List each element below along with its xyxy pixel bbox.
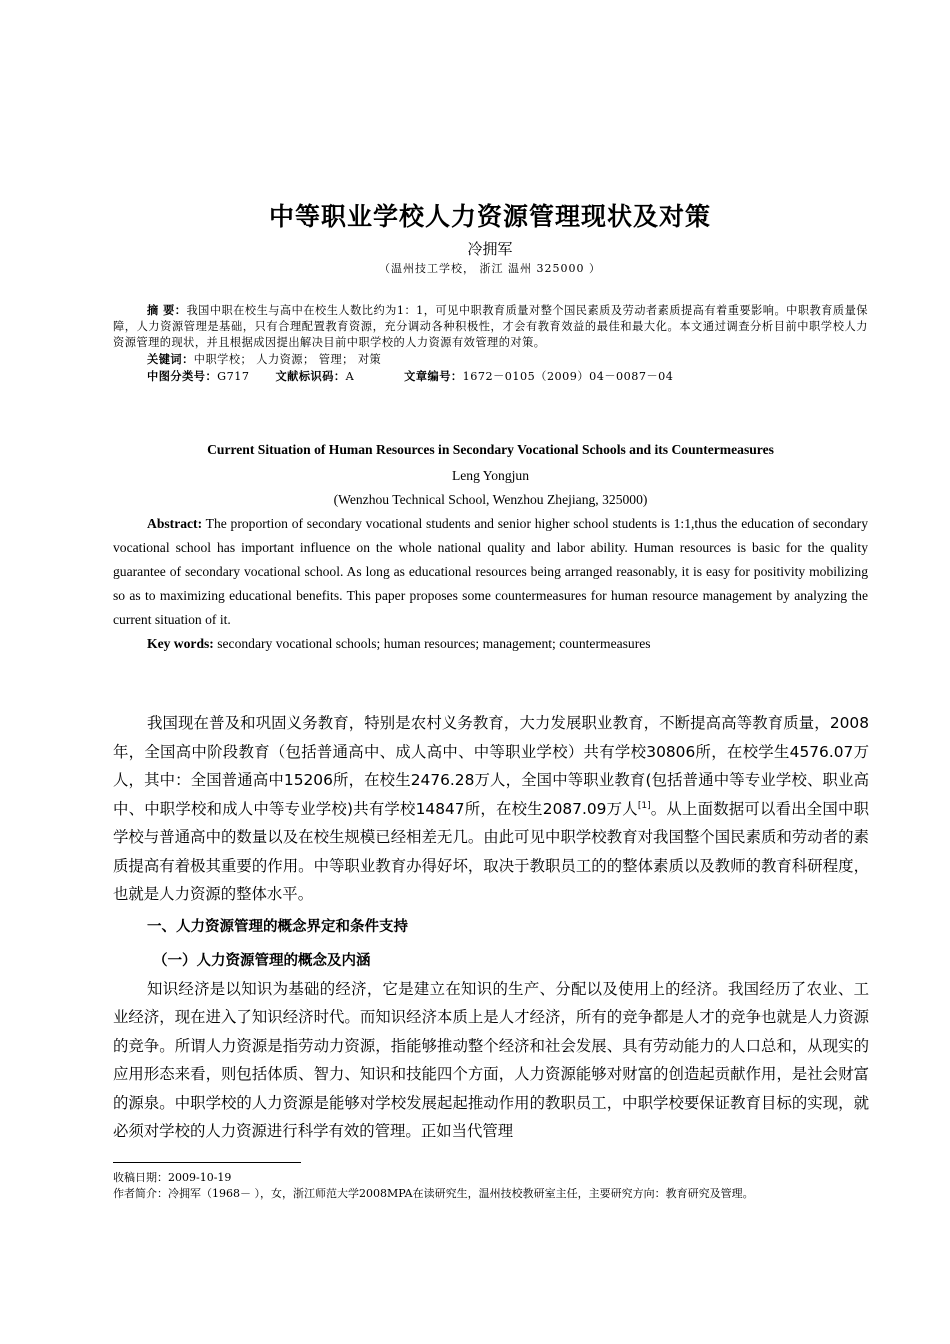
chinese-author: 冷拥军 bbox=[467, 240, 513, 258]
article-no-value: 1672－0105（2009）04－0087－04 bbox=[462, 370, 674, 383]
english-block bbox=[113, 440, 868, 656]
chinese-affiliation: （温州技工学校， 浙江 温州 325000 ） bbox=[379, 262, 601, 275]
english-keywords-label: Key words: bbox=[147, 636, 214, 651]
doc-code-label: 文献标识码： bbox=[275, 370, 346, 383]
citation-ref: [1] bbox=[637, 800, 651, 811]
chinese-title: 中等职业学校人力资源管理现状及对策 bbox=[268, 202, 711, 231]
abstract-label: 摘 要： bbox=[147, 304, 187, 317]
footnotes bbox=[113, 1170, 869, 1202]
classification-line bbox=[113, 368, 868, 385]
keywords-label: 关键词： bbox=[147, 353, 194, 366]
english-abstract-text: The proportion of secondary vocational students and senior higher school students is 1:1,thus the education of secondary vocational school has important influence on the whole national quality and labor ability. Human resources is basic for the quality guarantee of secondary vocational school. As long as educational resources being arranged reasonably, it is easy for positivity mobilizing so as to maximizing educational benefits. This paper proposes some countermeasures for human resource management by analyzing the current situation of it. bbox=[113, 516, 868, 627]
footnote-rule bbox=[113, 1162, 301, 1163]
section-heading: 一、人力资源管理的概念界定和条件支持 bbox=[147, 918, 408, 935]
body-paragraph: 知识经济是以知识为基础的经济，它是建立在知识的生产、分配以及使用上的经济。我国经历了农业、工业经济，现在进入了知识经济时代。而知识经济本质上是人才经济，所有的竞争都是人才的竞争也就是人力资源的竞争。所谓人力资源是指劳动力资源，指能够推动整个经济和社会发展、具有劳动能力的人口总和，从现实的应用形态来看，则包括体质、智力、知识和技能四个方面，人力资源能够对财富的创造起贡献作用，是社会财富的源泉。中职学校的人力资源是能够对学校发展起起推动作用的教职员工，中职学校要保证教育目标的实现，就必须对学校的人力资源进行科学有效的管理。正如当代管理 bbox=[113, 979, 869, 1140]
clc-value: G717 bbox=[217, 370, 250, 383]
article-no-label: 文章编号： bbox=[404, 370, 463, 383]
chinese-keywords bbox=[113, 351, 868, 368]
author-bio: 作者简介：冷拥军（1968－ ），女，浙江师范大学2008MPA在读研究生，温州技校教研室主任，主要研究方向：教育研究及管理。 bbox=[113, 1187, 754, 1200]
chinese-abstract-block bbox=[113, 303, 868, 385]
english-author: Leng Yongjun bbox=[451, 468, 530, 483]
intro-paragraph: 我国现在普及和巩固义务教育，特别是农村义务教育，大力发展职业教育，不断提高高等教育质量，2008年，全国高中阶段教育（包括普通高中、成人高中、中等职业学校）共有学校30806所，在校学生4576.07万人，其中：全国普通高中15206所，在校生2476.28万人，全国中等职业教育(包括普通中等专业学校、职业高中、中职学校和成人中等专业学校)共有学校14847所，在校生2087.09万人[1]。从上面数据可以看出全国中职学校与普通高中的数量以及在校生规模已经相差无几。由此可见中职学校教育对我国整个国民素质和劳动者的素质提高有着极其重要的作用。中等职业教育办得好坏，取决于教职员工的的整体素质以及教师的教育科研程度，也就是人力资源的整体水平。 bbox=[113, 714, 869, 903]
english-abstract bbox=[113, 512, 868, 632]
english-keywords-text: secondary vocational schools; human resources; management; countermeasures bbox=[213, 636, 651, 651]
body-text bbox=[113, 709, 869, 1146]
keywords-text: 中职学校； 人力资源； 管理； 对策 bbox=[193, 353, 382, 366]
english-abstract-label: Abstract: bbox=[147, 516, 203, 531]
received-date: 收稿日期：2009-10-19 bbox=[113, 1171, 232, 1184]
clc-label: 中图分类号： bbox=[147, 370, 218, 383]
english-keywords bbox=[113, 632, 868, 656]
subsection-heading: （一）人力资源管理的概念及内涵 bbox=[153, 952, 371, 969]
doc-code-value: A bbox=[345, 370, 355, 383]
abstract-text: 我国中职在校生与高中在校生人数比约为1：1，可见中职教育质量对整个国民素质及劳动者素质提高有着重要影响。中职教育质量保障，人力资源管理是基础，只有合理配置教育资源，充分调动各种积极性，才会有教育效益的最佳和最大化。本文通过调查分析目前中职学校人力资源管理的现状，并且根据成因提出解决目前中职学校的人力资源有效管理的对策。 bbox=[113, 304, 868, 349]
english-title: Current Situation of Human Resources in Secondary Vocational Schools and its Countermeasures bbox=[207, 442, 774, 457]
chinese-abstract bbox=[113, 303, 868, 351]
english-affiliation: (Wenzhou Technical School, Wenzhou Zhejiang, 325000) bbox=[333, 492, 648, 507]
